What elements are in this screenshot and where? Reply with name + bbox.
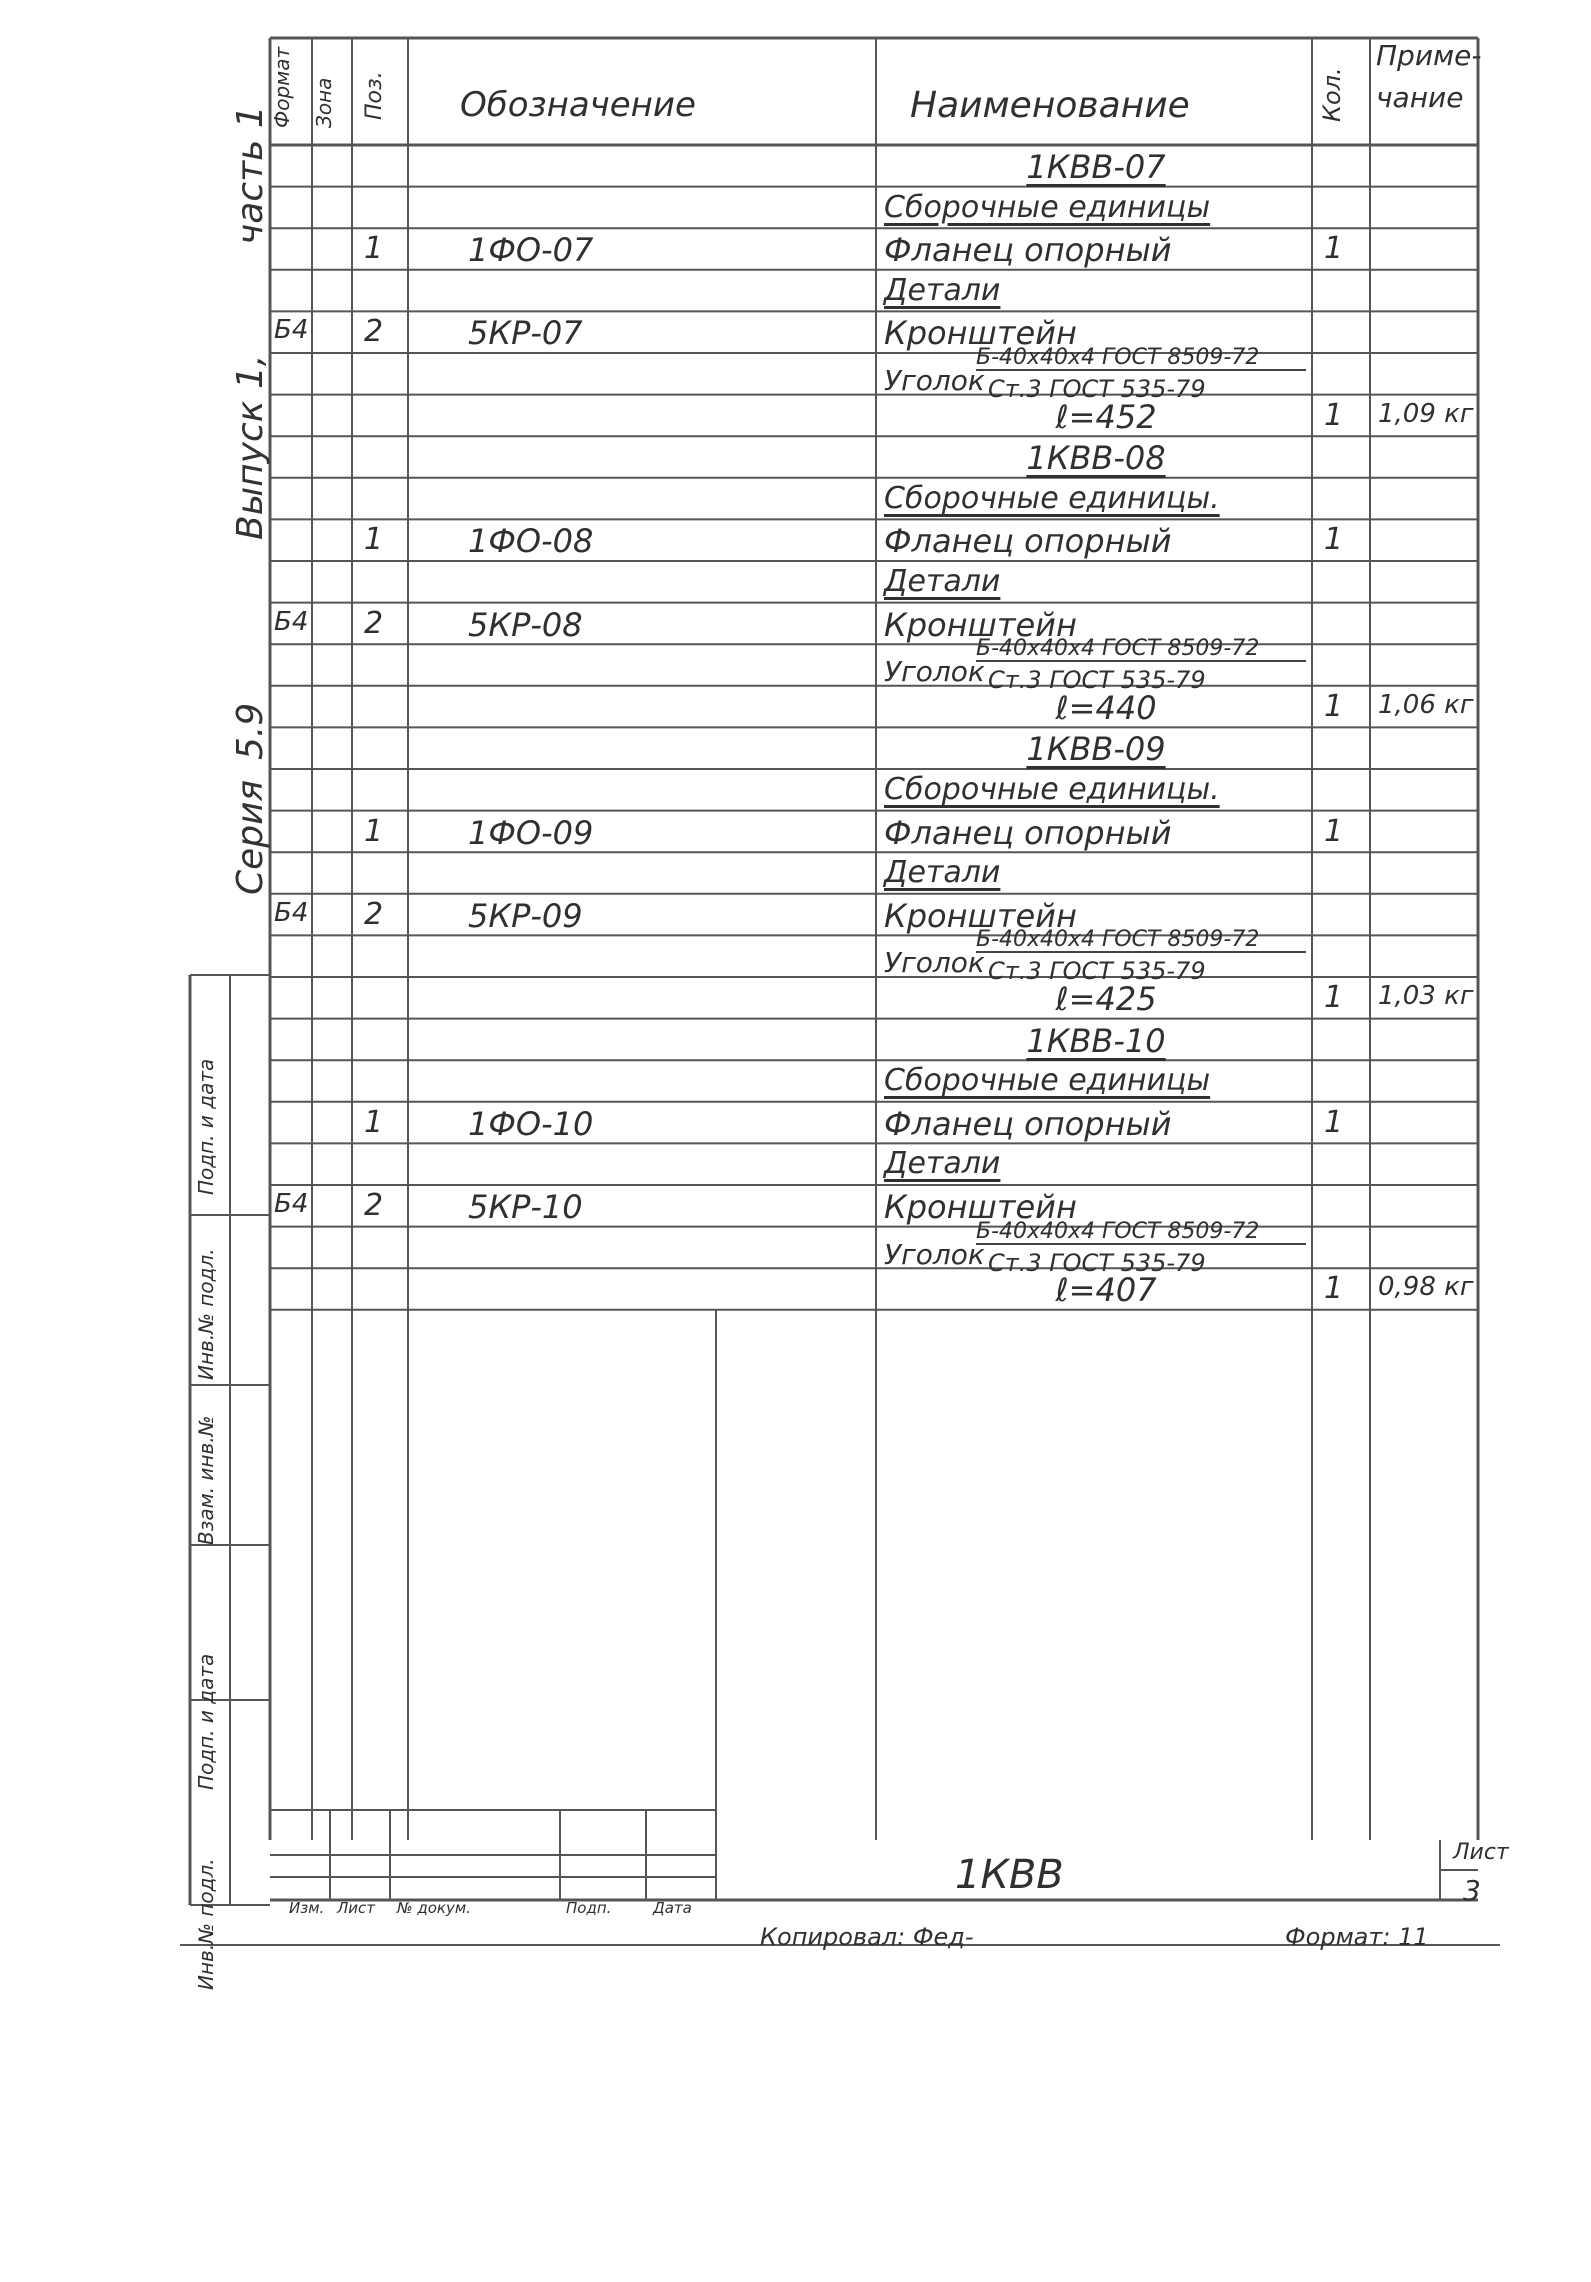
header-oboznachenie-text: Обозначение bbox=[460, 85, 696, 125]
row-fraction-top: Б-40х40х4 ГОСТ 8509-72 bbox=[976, 1221, 1306, 1245]
row-name: Детали bbox=[884, 564, 1001, 599]
row-name: Уголок bbox=[884, 655, 985, 689]
side-chast-text: часть 1 bbox=[230, 105, 271, 245]
strip-podp-data-text: Подп. и дата bbox=[194, 1058, 218, 1195]
row-name: Сборочные единицы bbox=[884, 189, 1211, 225]
row-kol: 1 bbox=[1324, 397, 1344, 433]
row-name: Кронштейн bbox=[884, 605, 1077, 644]
stamp-list-text: Лист bbox=[337, 1899, 376, 1917]
row-name: ℓ=452 bbox=[1055, 397, 1157, 436]
row-kol: 1 bbox=[1324, 688, 1344, 724]
footer-kopiroval bbox=[760, 1925, 974, 1949]
row-oboznachenie: 5КР-09 bbox=[468, 896, 583, 935]
row-oboznachenie: 1ФО-07 bbox=[468, 231, 594, 270]
side-seriya-no-text: 5.9 bbox=[230, 702, 271, 760]
header-poz-text: Поз. bbox=[362, 71, 387, 120]
header-kol-text: Кол. bbox=[1318, 67, 1346, 122]
row-fraction-top: Б-40х40х4 ГОСТ 8509-72 bbox=[976, 347, 1306, 371]
row-name: Сборочные единицы. bbox=[884, 480, 1220, 516]
row-kol: 1 bbox=[1324, 1104, 1344, 1140]
row-name: 1КВВ-07 bbox=[1026, 148, 1166, 186]
row-poz: 1 bbox=[364, 813, 384, 849]
row-name: Кронштейн bbox=[884, 314, 1077, 353]
row-poz: 1 bbox=[364, 1104, 384, 1140]
row-fraction-bottom: Ст.3 ГОСТ 535-79 bbox=[988, 957, 1206, 986]
stamp-doc-code-text: 1КВВ bbox=[955, 1852, 1064, 1898]
stamp-n-dokum-text: № докум. bbox=[397, 1899, 471, 1917]
header-primechanie-1 bbox=[1376, 39, 1482, 72]
stamp-list bbox=[337, 1901, 375, 1916]
row-oboznachenie: 1ФО-09 bbox=[468, 813, 594, 852]
row-name: Детали bbox=[884, 855, 1001, 891]
side-seriya-text: Серия bbox=[230, 779, 271, 895]
side-seriya bbox=[230, 780, 271, 895]
row-poz: 2 bbox=[364, 605, 384, 641]
footer-format bbox=[1285, 1925, 1429, 1949]
header-kol bbox=[1318, 67, 1346, 122]
row-kol: 1 bbox=[1324, 813, 1344, 849]
stamp-izm bbox=[289, 1901, 324, 1916]
row-poz: 2 bbox=[364, 896, 384, 932]
strip-inv-podl bbox=[194, 1248, 218, 1380]
row-oboznachenie: 1ФО-08 bbox=[468, 522, 594, 561]
strip-podp-data-2 bbox=[194, 1654, 218, 1790]
stamp-list-label bbox=[1453, 1842, 1509, 1864]
stamp-n-dokum bbox=[397, 1901, 471, 1916]
header-zona bbox=[312, 78, 336, 128]
header-format-text: Формат bbox=[270, 46, 294, 128]
header-naimenovanie-text: Наименование bbox=[910, 85, 1190, 126]
row-name: Фланец опорный bbox=[884, 1104, 1172, 1143]
strip-inv-podl-text: Инв.№ подл. bbox=[194, 1248, 218, 1380]
strip-inv-podl-2-text: Инв.№ подл. bbox=[194, 1858, 218, 1990]
row-poz: 2 bbox=[364, 314, 384, 350]
row-name: Фланец опорный bbox=[884, 813, 1172, 852]
strip-inv-podl-2 bbox=[194, 1858, 218, 1990]
stamp-podp bbox=[566, 1901, 611, 1916]
row-oboznachenie: 5КР-07 bbox=[468, 314, 583, 353]
side-chast bbox=[230, 105, 271, 245]
row-poz: 1 bbox=[364, 522, 384, 558]
header-primechanie-2-text: чание bbox=[1376, 81, 1464, 114]
row-name: Детали bbox=[884, 1146, 1001, 1182]
header-primechanie-2 bbox=[1376, 81, 1464, 114]
row-fraction-bottom: Ст.3 ГОСТ 535-79 bbox=[988, 666, 1206, 695]
row-poz: 1 bbox=[364, 231, 384, 267]
row-name: Кронштейн bbox=[884, 896, 1077, 935]
row-kol: 1 bbox=[1324, 522, 1344, 558]
stamp-izm-text: Изм. bbox=[289, 1899, 325, 1917]
strip-podp-data-2-text: Подп. и дата bbox=[194, 1653, 218, 1790]
footer-format-text: Формат: 11 bbox=[1285, 1923, 1429, 1951]
row-poz: 2 bbox=[364, 1188, 384, 1223]
row-oboznachenie: 5КР-08 bbox=[468, 605, 583, 644]
row-fraction-bottom: Ст.3 ГОСТ 535-79 bbox=[988, 1248, 1206, 1277]
stamp-doc-code bbox=[955, 1852, 1064, 1898]
row-name: Уголок bbox=[884, 1237, 985, 1271]
row-name: 1КВВ-08 bbox=[1026, 439, 1166, 478]
row-name: ℓ=440 bbox=[1055, 688, 1157, 727]
row-name: ℓ=425 bbox=[1055, 980, 1157, 1018]
row-primechanie: 1,09 кг bbox=[1378, 398, 1474, 429]
row-oboznachenie: 1ФО-10 bbox=[468, 1104, 594, 1143]
strip-podp-data bbox=[194, 1059, 218, 1195]
row-name: ℓ=407 bbox=[1055, 1271, 1157, 1310]
header-zona-text: Зона bbox=[312, 77, 336, 128]
strip-vzam-inv-text: Взам. инв.№ bbox=[194, 1415, 218, 1545]
row-oboznachenie: 5КР-10 bbox=[468, 1188, 583, 1226]
row-kol: 1 bbox=[1324, 1271, 1344, 1307]
footer-kopiroval-text: Копировал: Фед- bbox=[760, 1923, 974, 1951]
side-vypusk-text: Выпуск 1, bbox=[230, 354, 271, 540]
row-name: Сборочные единицы. bbox=[884, 772, 1220, 807]
row-format: Б4 bbox=[274, 606, 309, 637]
stamp-list-no bbox=[1463, 1874, 1481, 1907]
stamp-data-text: Дата bbox=[653, 1899, 692, 1917]
header-oboznachenie bbox=[460, 85, 696, 125]
row-name: 1КВВ-09 bbox=[1026, 730, 1166, 769]
row-kol: 1 bbox=[1324, 231, 1344, 267]
stamp-list-label-text: Лист bbox=[1453, 1840, 1509, 1865]
row-name: Уголок bbox=[884, 364, 985, 397]
stamp-podp-text: Подп. bbox=[566, 1899, 612, 1917]
side-vypusk bbox=[230, 355, 271, 540]
header-primechanie-1-text: Приме- bbox=[1376, 39, 1482, 72]
row-name: Уголок bbox=[884, 946, 985, 980]
row-format: Б4 bbox=[274, 315, 309, 346]
header-naimenovanie bbox=[910, 85, 1190, 126]
row-name: Детали bbox=[884, 272, 1001, 308]
row-fraction-bottom: Ст.3 ГОСТ 535-79 bbox=[988, 375, 1206, 403]
row-name: Фланец опорный bbox=[884, 231, 1172, 270]
strip-vzam-inv bbox=[194, 1416, 218, 1545]
header-poz bbox=[362, 71, 387, 120]
row-kol: 1 bbox=[1324, 980, 1344, 1015]
header-format bbox=[270, 47, 294, 128]
stamp-list-no-text: 3 bbox=[1463, 1874, 1481, 1907]
row-name: 1КВВ-10 bbox=[1026, 1021, 1166, 1060]
row-format: Б4 bbox=[274, 897, 309, 928]
row-primechanie: 1,06 кг bbox=[1378, 689, 1474, 720]
row-primechanie: 0,98 кг bbox=[1378, 1272, 1474, 1303]
stamp-data bbox=[653, 1901, 692, 1916]
row-name: Фланец опорный bbox=[884, 522, 1172, 561]
row-fraction-top: Б-40х40х4 ГОСТ 8509-72 bbox=[976, 638, 1306, 662]
side-seriya-no bbox=[230, 703, 271, 760]
row-name: Сборочные единицы bbox=[884, 1063, 1211, 1099]
row-fraction-top: Б-40х40х4 ГОСТ 8509-72 bbox=[976, 929, 1306, 953]
row-name: Кронштейн bbox=[884, 1188, 1077, 1226]
row-format: Б4 bbox=[274, 1189, 309, 1219]
row-primechanie: 1,03 кг bbox=[1378, 981, 1474, 1011]
